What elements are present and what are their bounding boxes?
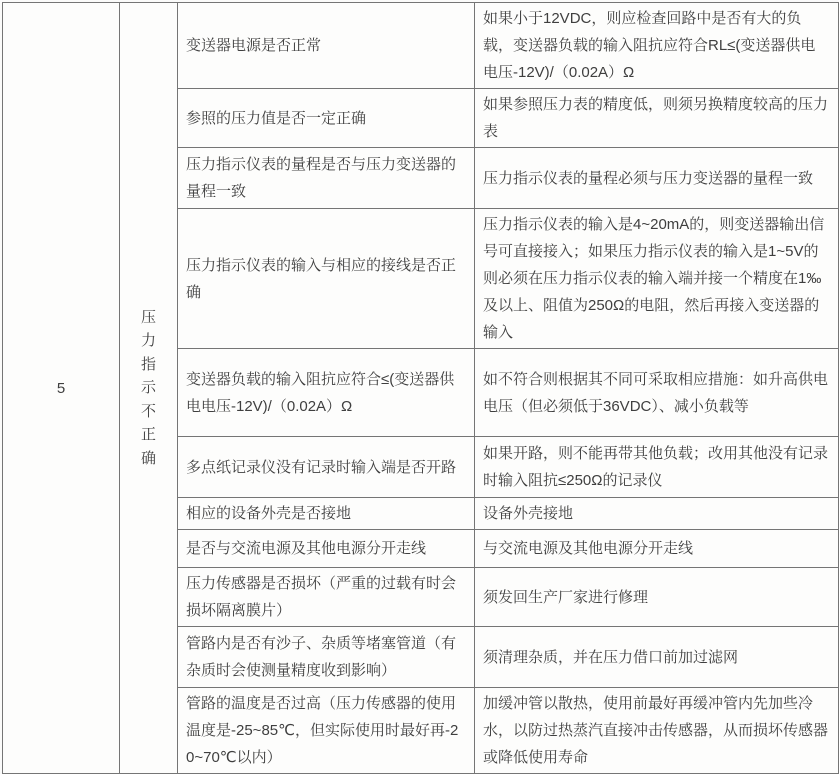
check-item-cell: 相应的设备外壳是否接地 <box>178 498 475 530</box>
fault-troubleshooting-table <box>2 2 839 774</box>
check-item-cell: 变送器电源是否正常 <box>178 3 475 89</box>
check-item-cell: 是否与交流电源及其他电源分开走线 <box>178 530 475 568</box>
fault-category-label: 压力指示不正确 <box>140 308 156 467</box>
check-item-cell: 压力指示仪表的输入与相应的接线是否正确 <box>178 209 475 349</box>
solution-cell: 与交流电源及其他电源分开走线 <box>475 530 839 568</box>
solution-cell: 如果开路，则不能再带其他负载；改用其他没有记录时输入阻抗≤250Ω的记录仪 <box>475 437 839 498</box>
check-item-cell: 管路内是否有沙子、杂质等堵塞管道（有杂质时会使测量精度收到影响） <box>178 627 475 688</box>
solution-cell: 须发回生产厂家进行修理 <box>475 568 839 627</box>
check-item-cell: 参照的压力值是否一定正确 <box>178 89 475 148</box>
solution-cell: 设备外壳接地 <box>475 498 839 530</box>
fault-category-cell <box>120 3 178 774</box>
solution-cell: 如果参照压力表的精度低，则须另换精度较高的压力表 <box>475 89 839 148</box>
solution-cell: 如不符合则根据其不同可采取相应措施：如升高供电电压（但必须低于36VDC）、减小负载等 <box>475 349 839 437</box>
check-item-cell: 压力传感器是否损坏（严重的过载有时会损坏隔离膜片） <box>178 568 475 627</box>
fault-number-cell: 5 <box>3 3 120 774</box>
check-item-cell: 压力指示仪表的量程是否与压力变送器的量程一致 <box>178 148 475 209</box>
check-item-cell: 管路的温度是否过高（压力传感器的使用温度是-25~85℃，但实际使用时最好再-20~70℃以内） <box>178 688 475 774</box>
table-row <box>3 3 839 89</box>
solution-cell: 须清理杂质，并在压力借口前加过滤网 <box>475 627 839 688</box>
solution-cell: 如果小于12VDC，则应检查回路中是否有大的负载，变送器负载的输入阻抗应符合RL≤(变送器供电电压-12V)/（0.02A）Ω <box>475 3 839 89</box>
solution-cell: 加缓冲管以散热，使用前最好再缓冲管内先加些冷水，以防过热蒸汽直接冲击传感器，从而损坏传感器或降低使用寿命 <box>475 688 839 774</box>
check-item-cell: 多点纸记录仪没有记录时输入端是否开路 <box>178 437 475 498</box>
solution-cell: 压力指示仪表的量程必须与压力变送器的量程一致 <box>475 148 839 209</box>
check-item-cell: 变送器负载的输入阻抗应符合≤(变送器供电电压-12V)/（0.02A）Ω <box>178 349 475 437</box>
solution-cell: 压力指示仪表的输入是4~20mA的，则变送器输出信号可直接接入；如果压力指示仪表的输入是1~5V的则必须在压力指示仪表的输入端并接一个精度在1‰及以上、阻值为250Ω的电阻，然后再接入变送器的输入 <box>475 209 839 349</box>
